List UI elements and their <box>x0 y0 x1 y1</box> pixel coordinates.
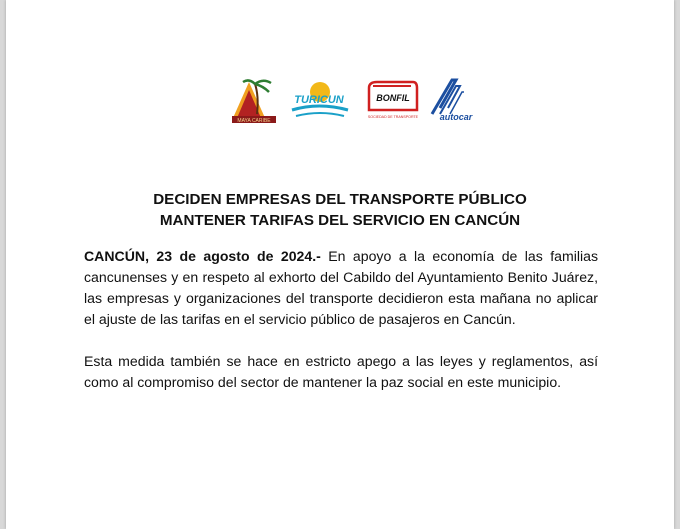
autocar-logo <box>426 74 478 126</box>
dateline: CANCÚN, 23 de agosto de 2024.- <box>84 248 321 264</box>
autocar-text: autocar <box>439 112 473 122</box>
paragraph-1-line-1-text: En apoyo a la economía de las familias <box>320 248 598 264</box>
paragraph-1-line-4: el ajuste de las tarifas en el servicio público de pasajeros en Cancún. <box>84 311 516 327</box>
paragraph-1-line-2: cancunenses y en respeto al exhorto del Cabildo del Ayuntamiento Benito Juárez, <box>84 269 598 285</box>
press-release-body <box>84 246 598 393</box>
paragraph-1-line-3: las empresas y organizaciones del transporte decidieron esta mañana no aplicar <box>84 290 598 306</box>
paragraph-2-line-1: Esta medida también se hace en estricto apego a las leyes y reglamentos, así <box>84 353 598 369</box>
headline <box>6 189 674 231</box>
turicun-logo <box>284 74 354 126</box>
bonfil-text: BONFIL <box>376 93 410 103</box>
maya-caribe-text: MAYA CARIBE <box>237 117 271 124</box>
document-page <box>6 0 674 529</box>
paragraph-2-line-2: como al compromiso del sector de mantener la paz social en este municipio. <box>84 374 562 390</box>
bonfil-logo <box>363 74 421 126</box>
paragraph-2 <box>84 351 598 393</box>
turicun-text: TURICUN <box>294 94 344 106</box>
paragraph-1-line-1 <box>84 246 598 267</box>
bonfil-subtitle: SOCIEDAD DE TRANSPORTE <box>367 115 419 119</box>
headline-line-1: DECIDEN EMPRESAS DEL TRANSPORTE PÚBLICO <box>153 191 527 208</box>
headline-line-2: MANTENER TARIFAS DEL SERVICIO EN CANCÚN <box>159 212 521 229</box>
maya-caribe-logo <box>229 74 281 126</box>
logo-strip <box>226 74 486 126</box>
paragraph-1 <box>84 246 598 330</box>
